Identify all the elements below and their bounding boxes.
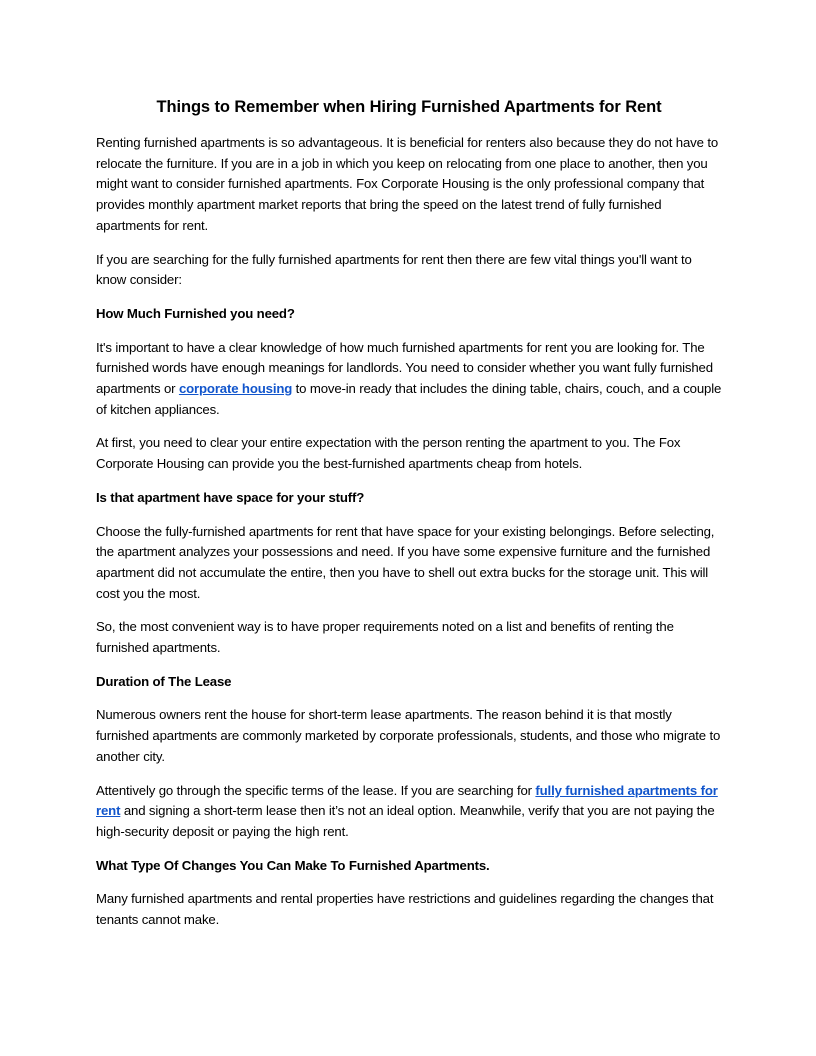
document-page <box>96 96 722 944</box>
section1-paragraph-1 <box>96 338 722 421</box>
section-heading-changes: What Type Of Changes You Can Make To Furnished Apartments. <box>96 857 490 873</box>
section2-paragraph-1: Choose the fully-furnished apartments for rent that have space for your existing belongings. Before selecting, the apartment analyzes your possessions and need. If you have some expensive furniture and the furnished apartment did not accumulate the entire, then you have to shell out extra bucks for the storage unit. This will cost you the most. <box>96 523 715 601</box>
section3-paragraph-2-text-after: and signing a short-term lease then it’s not an ideal option. Meanwhile, verify that you are not paying the high-security deposit or paying the high rent. <box>96 803 715 839</box>
section3-paragraph-1: Numerous owners rent the house for short-term lease apartments. The reason behind it is that mostly furnished apartments are commonly marketed by corporate professionals, students, and those who migrate to another city. <box>96 707 721 764</box>
corporate-housing-link[interactable]: corporate housing <box>178 381 293 397</box>
intro-paragraph-1: Renting furnished apartments is so advantageous. It is beneficial for renters also because they do not have to relocate the furniture. If you are in a job in which you keep on relocating from one place to another, then you might want to consider furnished apartments. Fox Corporate Housing is the only professional company that provides monthly apartment market reports that bring the speed on the latest trend of fully furnished apartments for rent. <box>96 135 719 233</box>
fully-furnished-apartments-link[interactable]: fully furnished apartments for rent <box>96 782 718 819</box>
section-heading-furnished-need: How Much Furnished you need? <box>96 305 295 321</box>
section1-paragraph-1-text-after: to move-in ready that includes the dining table, chairs, couch, and a couple of kitchen appliances. <box>96 381 722 417</box>
section3-paragraph-2-text-before: Attentively go through the specific terms of the lease. If you are searching for <box>96 782 536 798</box>
section-heading-space-for-stuff: Is that apartment have space for your stuff? <box>96 489 365 505</box>
section-heading-lease-duration: Duration of The Lease <box>96 673 232 689</box>
section1-paragraph-2: At first, you need to clear your entire expectation with the person renting the apartment to you. The Fox Corporate Housing can provide you the best-furnished apartments cheap from hotels. <box>96 435 681 472</box>
section2-paragraph-2: So, the most convenient way is to have proper requirements noted on a list and benefits of renting the furnished apartments. <box>96 619 674 656</box>
intro-paragraph-2: If you are searching for the fully furnished apartments for rent then there are few vital things you'll want to know consider: <box>96 251 692 288</box>
section1-paragraph-1-text-before: It's important to have a clear knowledge of how much furnished apartments for rent you are looking for. The furnished words have enough meanings for landlords. You need to consider whether you want fully furnished apartments or <box>96 339 713 397</box>
document-title: Things to Remember when Hiring Furnished Apartments for Rent <box>156 98 662 116</box>
section3-paragraph-2 <box>96 781 722 843</box>
section4-paragraph-1: Many furnished apartments and rental properties have restrictions and guidelines regarding the changes that tenants cannot make. <box>96 891 714 928</box>
